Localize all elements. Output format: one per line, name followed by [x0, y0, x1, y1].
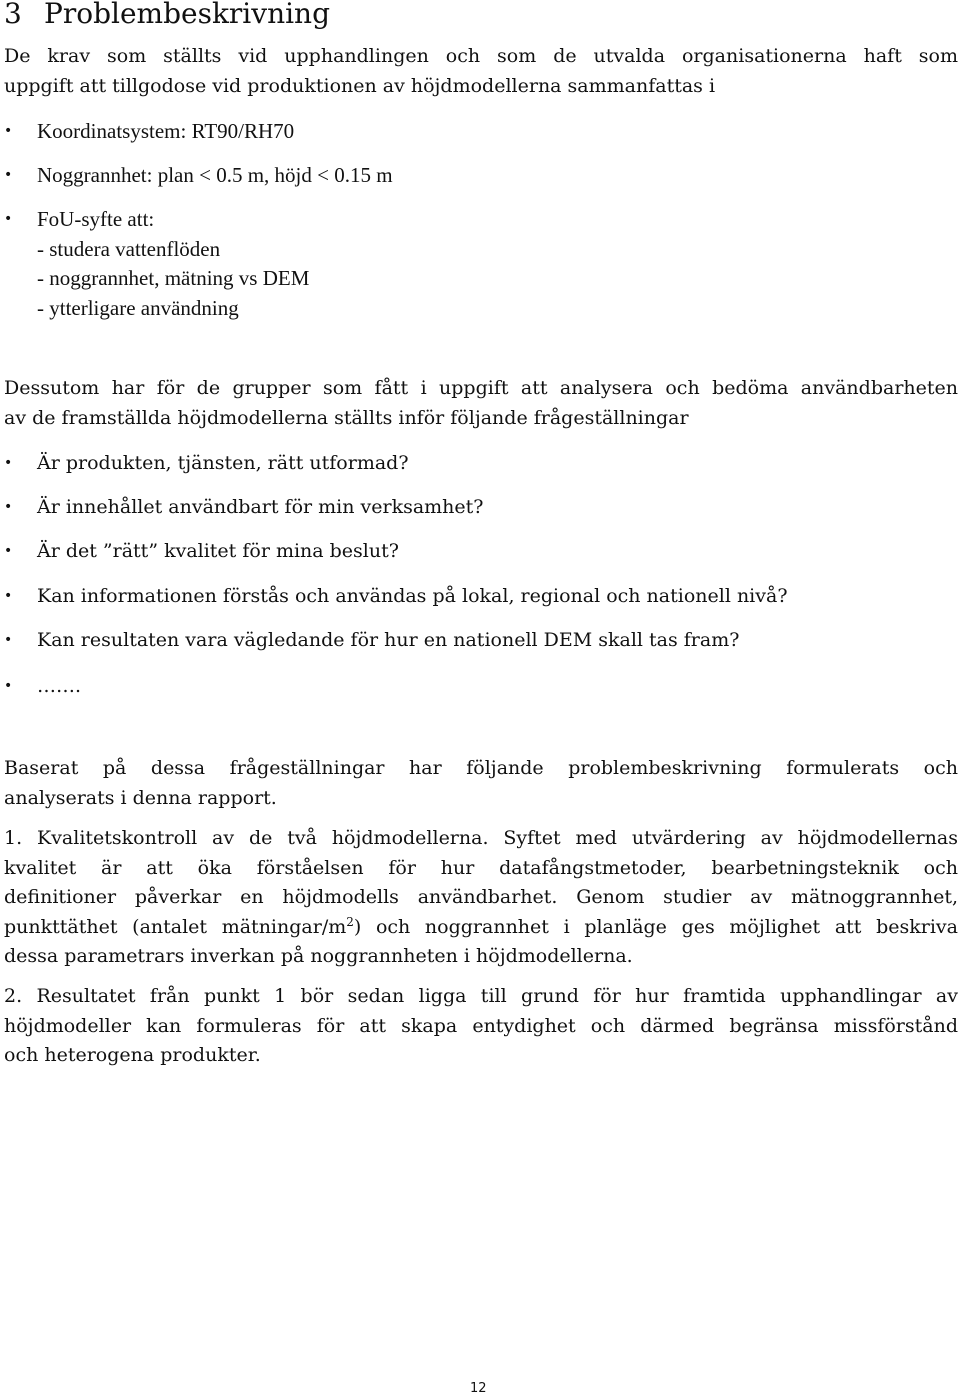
evaluation-line-2: av de framställda höjdmodellerna ställts inför följande frågeställningar [4, 406, 689, 429]
bullet-icon: • [4, 588, 13, 604]
intro-paragraph [4, 42, 958, 101]
question-text: Är produkten, tjänsten, rätt utformad? [37, 452, 409, 474]
bullet-icon: • [4, 455, 13, 471]
requirement-item [4, 117, 294, 147]
section-title: Problembeskrivning [44, 0, 331, 30]
point-1-line: 1. Kvalitetskontroll av de två höjdmodellerna. Syftet med utvärdering av höjdmodellernas [4, 827, 958, 849]
bullet-icon: • [4, 211, 13, 227]
basis-line-2: analyserats i denna rapport. [4, 786, 277, 809]
intro-line-2: uppgift att tillgodose vid produktionen av höjdmodellerna sammanfattas i [4, 74, 716, 97]
question-item [4, 582, 788, 612]
question-item [4, 493, 483, 523]
point-2-line: höjdmodeller kan formuleras för att skapa entydighet och därmed begränsa missförstånd [4, 1014, 958, 1037]
point-2-line: 2. Resultatet från punkt 1 bör sedan ligga till grund för hur framtida upphandlingar av [4, 985, 958, 1007]
research-sub-item: - ytterligare användning [37, 295, 239, 320]
superscript-exponent: 2 [346, 914, 354, 929]
question-item [4, 449, 409, 479]
question-text: Är innehållet användbart för min verksamhet? [37, 496, 484, 518]
requirement-text: Noggrannhet: plan < 0.5 m, höjd < 0.15 m [37, 163, 393, 187]
point-1-paragraph [4, 824, 958, 972]
bullet-icon: • [4, 499, 13, 515]
research-purpose-item [4, 205, 309, 323]
evaluation-line-1: Dessutom har för de grupper som fått i uppgift att analysera och bedöma användbarheten [4, 377, 958, 399]
question-text: Är det ”rätt” kvalitet för mina beslut? [37, 540, 399, 562]
section-heading [4, 0, 330, 34]
point-1-line-4 [4, 913, 958, 943]
bullet-icon: • [4, 123, 13, 139]
point-2-line: och heterogena produkter. [4, 1044, 261, 1066]
research-sub-item: - noggrannhet, mätning vs DEM [37, 266, 310, 290]
section-number: 3 [4, 0, 22, 30]
research-sub-item: - studera vattenflöden [37, 236, 221, 261]
evaluation-paragraph [4, 374, 958, 433]
bullet-icon: • [4, 678, 13, 694]
research-label: FoU-syfte att: [37, 207, 155, 231]
requirement-item [4, 161, 393, 191]
point-1-line-4-start: punkttäthet (antalet mätningar/m [4, 915, 347, 938]
question-item [4, 537, 399, 567]
intro-line-1: De krav som ställts vid upphandlingen och som de utvalda organisationerna haft som [4, 45, 958, 67]
page-number: 12 [470, 1381, 487, 1396]
question-text: ……. [37, 675, 82, 697]
bullet-icon: • [4, 632, 13, 648]
point-1-line: dessa parametrars inverkan på noggrannheten i höjdmodellerna. [4, 945, 633, 967]
bullet-icon: • [4, 167, 13, 183]
point-1-line-4-end: ) och noggrannhet i planläge ges möjlighet att beskriva [353, 915, 958, 938]
point-1-line: kvalitet är att öka förståelsen för hur datafångstmetoder, bearbetningsteknik och [4, 856, 958, 879]
question-item [4, 626, 739, 656]
question-item [4, 672, 81, 702]
basis-paragraph [4, 754, 958, 813]
question-text: Kan informationen förstås och användas på lokal, regional och nationell nivå? [37, 585, 788, 607]
question-text: Kan resultaten vara vägledande för hur en nationell DEM skall tas fram? [37, 629, 740, 651]
point-2-paragraph [4, 982, 958, 1071]
bullet-icon: • [4, 543, 13, 559]
point-1-line: definitioner påverkar en höjdmodells användbarhet. Genom studier av mätnoggrannhet, [4, 886, 958, 908]
requirement-text: Koordinatsystem: RT90/RH70 [37, 119, 295, 143]
basis-line-1: Baserat på dessa frågeställningar har följande problembeskrivning formulerats och [4, 757, 958, 779]
